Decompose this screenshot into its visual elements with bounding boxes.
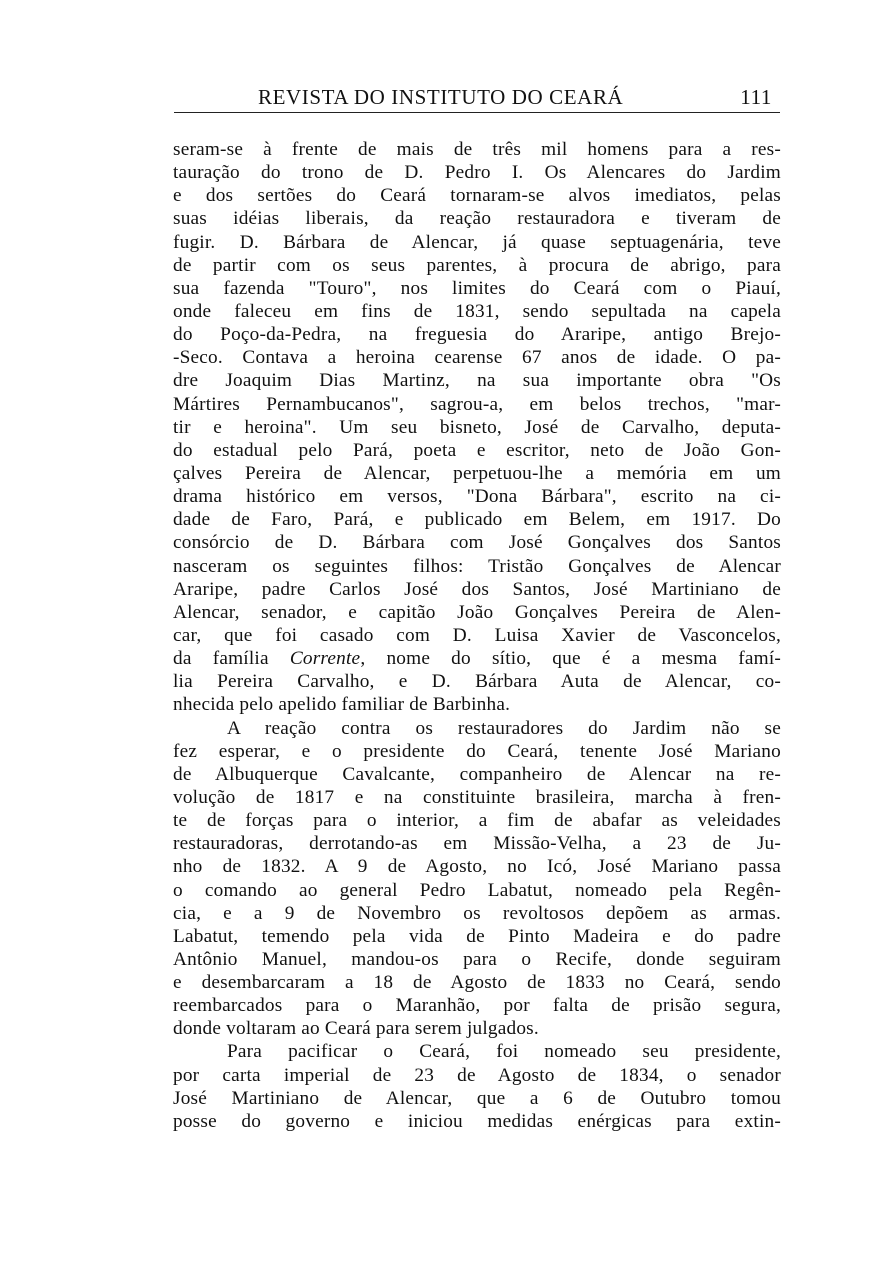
text-line: fez esperar, e o presidente do Ceará, tenente José Mariano <box>173 740 781 762</box>
text-line: e desembarcaram a 18 de Agosto de 1833 no Ceará, sendo <box>173 972 781 994</box>
text-line: Alencar, senador, e capitão João Gonçalves Pereira de Alen- <box>173 601 781 623</box>
italic-place-name: Corrente <box>289 648 361 670</box>
text-line: seram-se à frente de mais de três mil homens para a res- <box>173 139 781 160</box>
text-line: donde voltaram ao Ceará para serem julgados. <box>173 1018 539 1040</box>
text-line: nhecida pelo apelido familiar de Barbinha. <box>173 694 511 716</box>
text-line: Mártires Pernambucanos", sagrou-a, em belos trechos, "mar- <box>173 393 781 415</box>
text-line: te de forças para o interior, a fim de abafar as veleidades <box>173 810 781 832</box>
text-line: çalves Pereira de Alencar, perpetuou-lhe a memória em um <box>173 462 781 484</box>
journal-title: REVISTA DO INSTITUTO DO CEARÁ <box>258 85 624 109</box>
header-rule <box>174 112 780 113</box>
text-line: e dos sertões do Ceará tornaram-se alvos imediatos, pelas <box>173 185 781 207</box>
text-line: sua fazenda "Touro", nos limites do Ceará com o Piauí, <box>173 277 781 299</box>
text-line: suas idéias liberais, da reação restauradora e tiveram de <box>173 208 781 230</box>
text-line: -Seco. Contava a heroina cearense 67 anos de idade. O pa- <box>173 347 781 369</box>
text-line: car, que foi casado com D. Luisa Xavier de Vasconcelos, <box>173 624 781 646</box>
text-line: nasceram os seguintes filhos: Tristão Gonçalves de Alencar <box>173 555 781 577</box>
text-line: drama histórico em versos, "Dona Bárbara", escrito na ci- <box>173 486 781 508</box>
text-line: posse do governo e iniciou medidas enérgicas para extin- <box>173 1110 781 1132</box>
text-line: Labatut, temendo pela vida de Pinto Madeira e do padre <box>173 925 781 947</box>
text-line: A reação contra os restauradores do Jardim não se <box>227 717 781 739</box>
text-line: o comando ao general Pedro Labatut, nomeado pela Regên- <box>173 879 781 901</box>
text-line: restauradoras, derrotando-as em Missão-Velha, a 23 de Ju- <box>173 833 781 855</box>
text-line: dre Joaquim Dias Martinz, na sua importante obra "Os <box>173 370 781 392</box>
text-line: por carta imperial de 23 de Agosto de 1834, o senador <box>173 1064 781 1086</box>
text-line: onde faleceu em fins de 1831, sendo sepultada na capela <box>173 300 781 322</box>
text-line: dade de Faro, Pará, e publicado em Belem, em 1917. Do <box>173 509 781 531</box>
text-fragment: da família <box>173 648 290 670</box>
text-line: fugir. D. Bárbara de Alencar, já quase septuagenária, teve <box>173 231 781 253</box>
text-line: José Martiniano de Alencar, que a 6 de Outubro tomou <box>173 1087 781 1109</box>
text-line: Para pacificar o Ceará, foi nomeado seu presidente, <box>227 1041 781 1063</box>
text-line: cia, e a 9 de Novembro os revoltosos depõem as armas. <box>173 902 781 924</box>
body-text <box>173 138 781 1133</box>
text-line: lia Pereira Carvalho, e D. Bárbara Auta de Alencar, co- <box>173 671 781 693</box>
text-line: volução de 1817 e na constituinte brasileira, marcha à fren- <box>173 786 781 808</box>
text-line: Antônio Manuel, mandou-os para o Recife, donde seguiram <box>173 948 781 970</box>
text-line: do estadual pelo Pará, poeta e escritor, neto de João Gon- <box>173 439 781 461</box>
text-line: nho de 1832. A 9 de Agosto, no Icó, José Mariano passa <box>173 856 781 878</box>
running-header <box>174 82 780 112</box>
text-line: tir e heroina". Um seu bisneto, José de Carvalho, deputa- <box>173 416 781 438</box>
text-line: de partir com os seus parentes, à procura de abrigo, para <box>173 254 781 276</box>
text-line: Araripe, padre Carlos José dos Santos, José Martiniano de <box>173 578 781 600</box>
page-number: 111 <box>740 85 772 109</box>
text-fragment: , nome do sítio, que é a mesma famí- <box>360 648 782 670</box>
text-line: do Poço-da-Pedra, na freguesia do Araripe, antigo Brejo- <box>173 324 781 346</box>
text-line: tauração do trono de D. Pedro I. Os Alencares do Jardim <box>173 162 781 184</box>
text-line: de Albuquerque Cavalcante, companheiro de Alencar na re- <box>173 763 781 785</box>
text-line <box>173 647 781 670</box>
text-line: reembarcados para o Maranhão, por falta de prisão segura, <box>173 995 781 1017</box>
text-line: consórcio de D. Bárbara com José Gonçalves dos Santos <box>173 532 781 554</box>
